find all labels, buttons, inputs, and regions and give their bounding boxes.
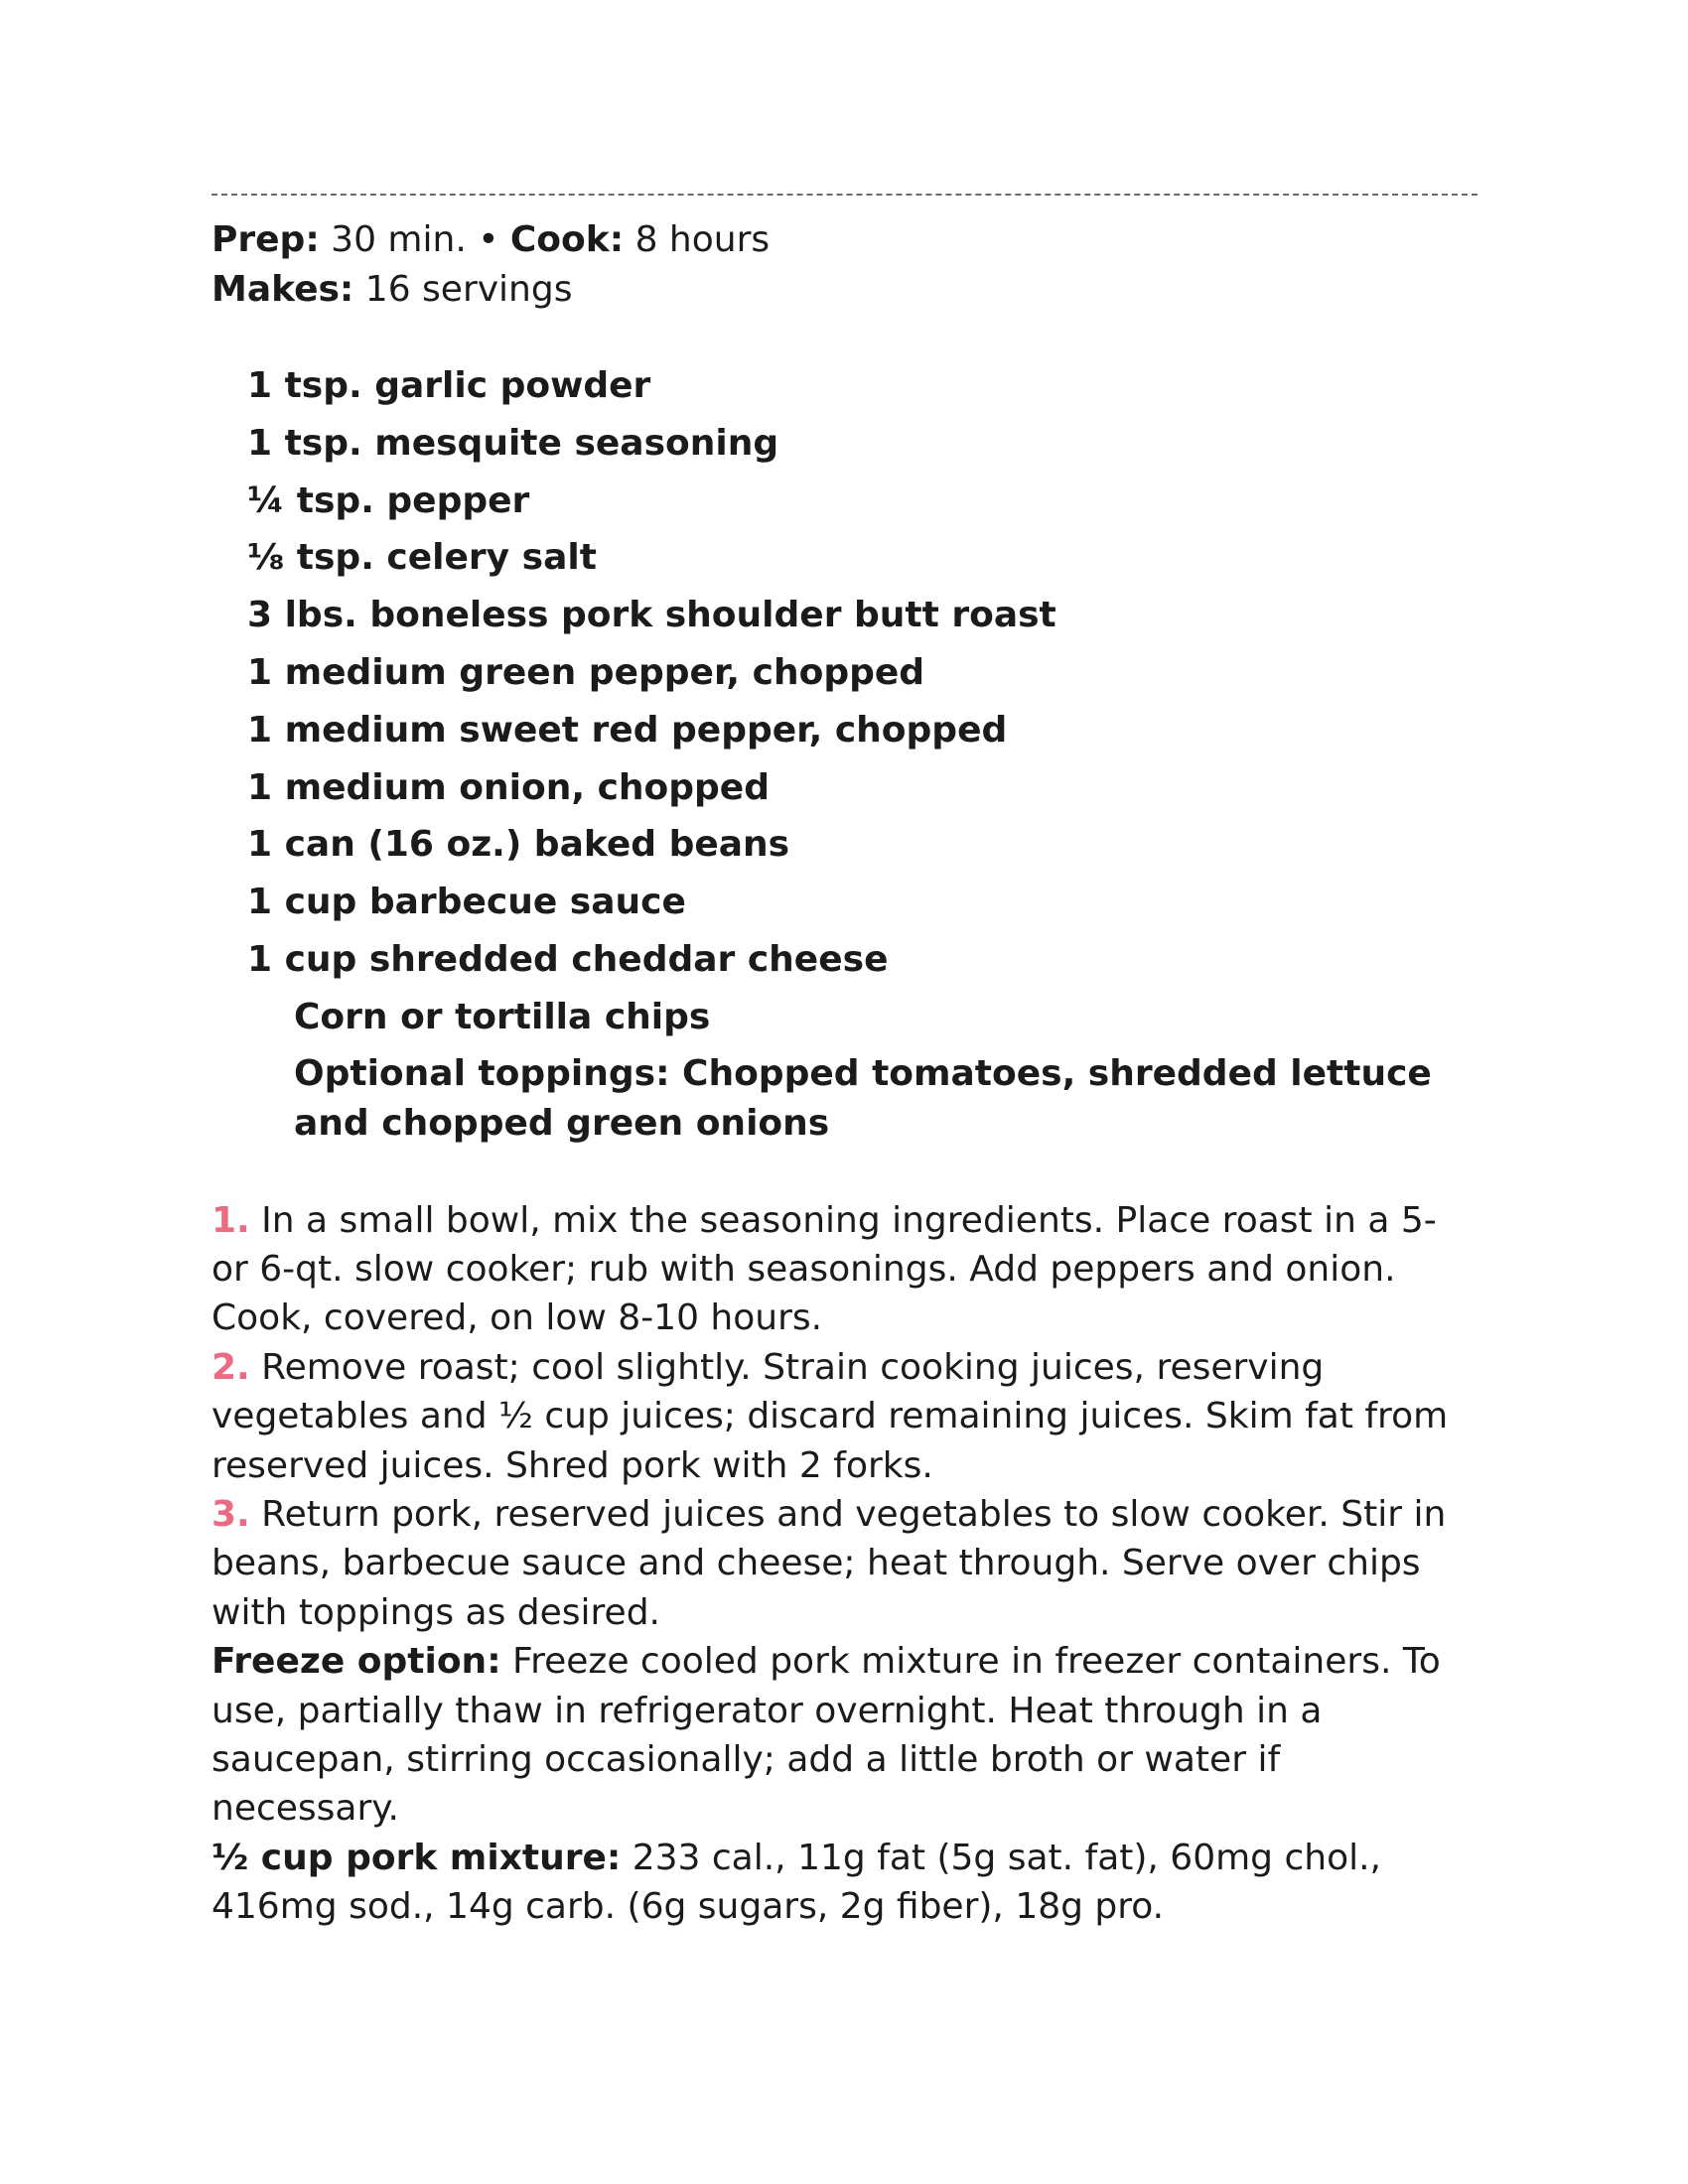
nutrition-label: ½ cup pork mixture: <box>211 1837 622 1878</box>
ingredient-item: 3 lbs. boneless pork shoulder butt roast <box>247 595 1056 636</box>
ingredient-item: 1 tsp. mesquite seasoning <box>247 422 779 464</box>
ingredient-item: 1 cup barbecue sauce <box>247 882 686 923</box>
ingredient-list <box>211 360 1477 1149</box>
directions <box>211 1196 1477 1932</box>
ingredient-item: ¼ tsp. pepper <box>247 479 530 521</box>
prep-cook-line <box>211 215 1477 265</box>
prep-value: 30 min. • <box>319 219 510 260</box>
recipe-page <box>211 194 1477 1932</box>
nutrition-text: 233 cal., 11g fat (5g sat. fat), 60mg chol., 416mg sod., 14g carb. (6g sugars, 2g fiber), 18g pro. <box>211 1837 1382 1928</box>
ingredient-item: 1 medium green pepper, chopped <box>247 651 925 693</box>
step-number: 3. <box>211 1494 250 1535</box>
ingredient-item-toppings: Optional toppings: Chopped tomatoes, shredded lettuce and chopped green onions <box>294 1052 1432 1144</box>
step-text: In a small bowl, mix the seasoning ingredients. Place roast in a 5- or 6-qt. slow cooker; rub with seasonings. Add peppers and onion. Cook, covered, on low 8-10 hours. <box>211 1199 1437 1339</box>
nutrition-facts <box>211 1834 1477 1932</box>
ingredient-item: ⅛ tsp. celery salt <box>247 537 597 579</box>
makes-label: Makes: <box>211 269 354 310</box>
ingredient-item-serving: Corn or tortilla chips <box>294 996 711 1037</box>
step-2 <box>211 1343 1477 1490</box>
freeze-label: Freeze option: <box>211 1641 501 1683</box>
step-3 <box>211 1490 1477 1637</box>
ingredient-item: 1 tsp. garlic powder <box>247 365 651 406</box>
ingredient-item: 1 medium sweet red pepper, chopped <box>247 709 1008 751</box>
freeze-option <box>211 1637 1477 1834</box>
step-text: Remove roast; cool slightly. Strain cooking juices, reserving vegetables and ½ cup juices; discard remaining juices. Skim fat from reserved juices. Shred pork with 2 forks. <box>211 1346 1449 1486</box>
step-1 <box>211 1196 1477 1343</box>
cook-label: Cook: <box>509 219 625 260</box>
makes-line <box>211 265 1477 315</box>
step-text: Return pork, reserved juices and vegetables to slow cooker. Stir in beans, barbecue sauce and cheese; heat through. Serve over chips with toppings as desired. <box>211 1494 1447 1633</box>
dashed-divider <box>211 194 1477 196</box>
prep-label: Prep: <box>211 219 320 260</box>
freeze-text: Freeze cooled pork mixture in freezer containers. To use, partially thaw in refrigerator overnight. Heat through in a saucepan, stirring occasionally; add a little broth or water if necessary. <box>211 1641 1441 1830</box>
cook-value: 8 hours <box>624 219 771 260</box>
step-number: 1. <box>211 1199 250 1241</box>
step-number: 2. <box>211 1346 250 1388</box>
ingredient-item: 1 can (16 oz.) baked beans <box>247 824 790 866</box>
ingredient-item: 1 cup shredded cheddar cheese <box>247 938 889 980</box>
ingredient-item: 1 medium onion, chopped <box>247 766 770 808</box>
makes-value: 16 servings <box>353 269 573 310</box>
